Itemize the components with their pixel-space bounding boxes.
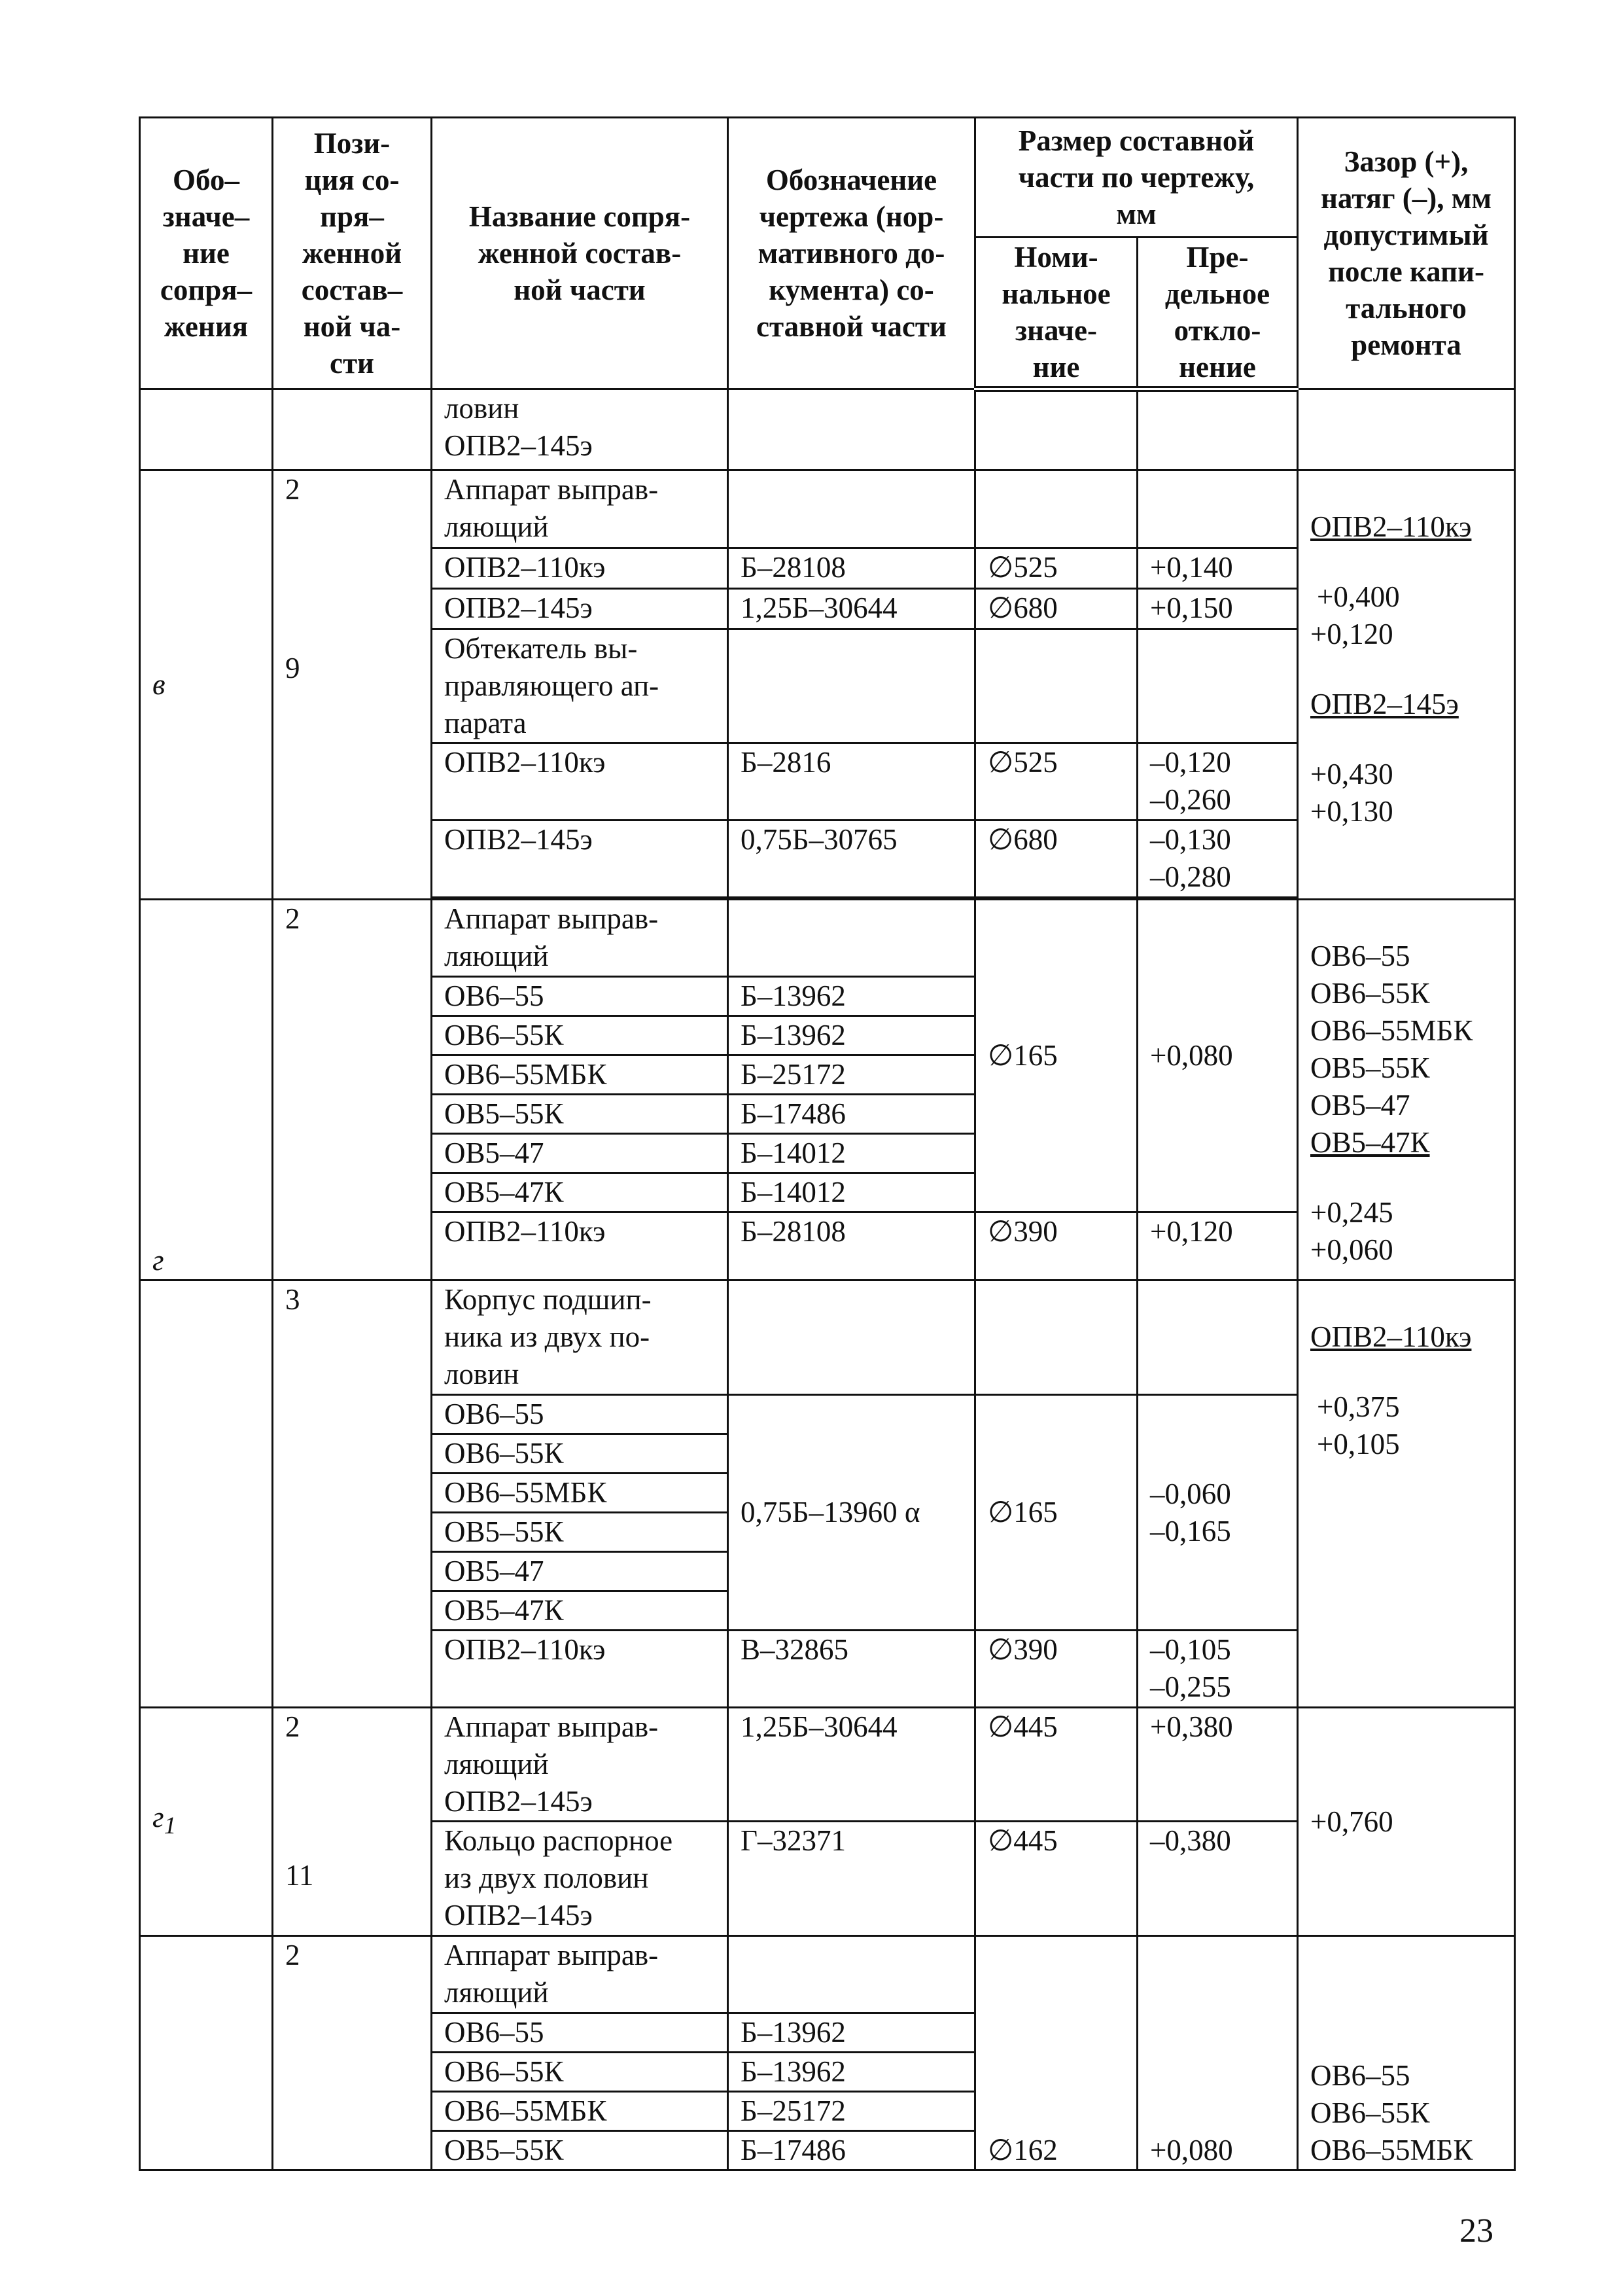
mating-label-g-cell	[140, 900, 273, 1280]
part-name-cell: ОПВ2–145э	[432, 821, 728, 898]
part-name-cell: ОВ5–47	[432, 1134, 728, 1173]
deviation-cell: –0,130 –0,280	[1138, 821, 1298, 898]
doc-cell: Б–17486	[728, 1095, 975, 1134]
part-name-cell: Кольцо распорное из двух половин ОПВ2–145э	[432, 1822, 728, 1936]
clearance-cell: ОПВ2–110кэ +0,375 +0,105	[1298, 1280, 1515, 1708]
doc-cell: Б–17486	[728, 2131, 975, 2170]
part-name-cell: ОВ6–55	[432, 1395, 728, 1434]
doc-cell: 0,75Б–30765	[728, 821, 975, 898]
part-name-cell: ОПВ2–110кэ	[432, 1212, 728, 1280]
part-name-cell: ОПВ2–110кэ	[432, 1631, 728, 1708]
header-position: Пози- ция со- пря– женной состав– ной ча- сти	[273, 118, 432, 389]
deviation-cell: –0,120 –0,260	[1138, 743, 1298, 821]
part-name-cell: ОВ5–47	[432, 1552, 728, 1591]
part-name-cell: Аппарат выправ- ляющий	[432, 470, 728, 548]
nominal-cell: ∅165	[975, 1395, 1138, 1631]
part-name-cell: ОВ6–55К	[432, 2053, 728, 2092]
doc-cell: Б–28108	[728, 1212, 975, 1280]
part-name-cell: Аппарат выправ- ляющий ОПВ2–145э	[432, 1708, 728, 1822]
position-cell: 2	[273, 1936, 432, 2170]
part-name-cell: ОВ5–55К	[432, 1095, 728, 1134]
deviation-cell: +0,080	[1138, 1936, 1298, 2170]
mating-label-g: г	[152, 1244, 164, 1277]
header-drawing-size: Размер составной части по чертежу, мм	[975, 118, 1298, 238]
part-name-cell: Аппарат выправ- ляющий	[432, 900, 728, 977]
position-cell: 2 11	[273, 1708, 432, 1936]
part-name-cell: Корпус подшип- ника из двух по- ловин	[432, 1280, 728, 1395]
part-name-cell: ОВ5–55К	[432, 1513, 728, 1552]
nominal-cell: ∅445	[975, 1708, 1138, 1822]
part-name-cell: ОВ5–47К	[432, 1173, 728, 1212]
part-name-cell: ОВ5–55К	[432, 2131, 728, 2170]
deviation-cell: –0,105 –0,255	[1138, 1631, 1298, 1708]
doc-cell: 0,75Б–13960 α	[728, 1395, 975, 1631]
header-drawing-designation: Обозначение чертежа (нор- мативного до- кумента) со- ставной части	[728, 118, 975, 389]
deviation-cell: +0,150	[1138, 589, 1298, 629]
nominal-cell: ∅165	[975, 900, 1138, 1212]
position-cell: 2 9	[273, 470, 432, 900]
deviation-cell: –0,060 –0,165	[1138, 1395, 1298, 1631]
part-name-cell: ОВ6–55МБК	[432, 2092, 728, 2131]
nominal-cell: ∅390	[975, 1631, 1138, 1708]
table-row	[140, 1708, 1515, 1822]
part-name-cell: ОВ6–55МБК	[432, 1055, 728, 1095]
deviation-cell: –0,380	[1138, 1822, 1298, 1936]
part-name-cell: ОВ6–55	[432, 977, 728, 1016]
doc-cell: Б–13962	[728, 2053, 975, 2092]
part-name-cell: Аппарат выправ- ляющий	[432, 1936, 728, 2013]
doc-cell: Б–25172	[728, 1055, 975, 1095]
doc-cell: Б–28108	[728, 548, 975, 589]
doc-cell: Б–13962	[728, 977, 975, 1016]
doc-cell: 1,25Б–30644	[728, 589, 975, 629]
nominal-cell: ∅162	[975, 1936, 1138, 2170]
part-name-cell: ОВ5–47К	[432, 1591, 728, 1631]
deviation-cell: +0,080	[1138, 900, 1298, 1212]
deviation-cell: +0,140	[1138, 548, 1298, 589]
header-clearance: Зазор (+), натяг (–), мм допустимый после капи- тального ремонта	[1298, 118, 1515, 389]
nominal-cell: ∅525	[975, 743, 1138, 821]
header-deviation: Пре- дельное откло- нение	[1138, 238, 1298, 389]
part-name-cell: ОВ6–55	[432, 2013, 728, 2053]
part-name-cell: ОВ6–55К	[432, 1016, 728, 1055]
deviation-cell: +0,120	[1138, 1212, 1298, 1280]
part-name-cell: Обтекатель вы- правляющего ап- парата	[432, 629, 728, 743]
table-row	[140, 389, 1515, 470]
doc-cell: Б–14012	[728, 1134, 975, 1173]
table-row	[140, 470, 1515, 548]
part-name-cell: ОПВ2–110кэ	[432, 743, 728, 821]
nominal-cell: ∅445	[975, 1822, 1138, 1936]
header-nominal: Номи- нальное значе- ние	[975, 238, 1138, 389]
clearance-cell: ОВ6–55 ОВ6–55К ОВ6–55МБК	[1298, 1936, 1515, 2170]
doc-cell: Б–14012	[728, 1173, 975, 1212]
deviation-cell: +0,380	[1138, 1708, 1298, 1822]
clearance-cell: ОВ6–55 ОВ6–55К ОВ6–55МБК ОВ5–55К ОВ5–47 ОВ5–47К +0,245 +0,060	[1298, 900, 1515, 1280]
nominal-cell: ∅525	[975, 548, 1138, 589]
mating-label-g1: $г_1$	[140, 1708, 273, 1936]
nominal-cell: ∅390	[975, 1212, 1138, 1280]
nominal-cell: ∅680	[975, 589, 1138, 629]
doc-cell: Б–13962	[728, 2013, 975, 2053]
part-name-cell: ловин ОПВ2–145э	[432, 389, 728, 470]
header-part-name: Название сопря- женной состав- ной части	[432, 118, 728, 389]
table-row	[140, 1280, 1515, 1395]
table-row	[140, 900, 1515, 977]
page-number: 23	[1459, 2212, 1493, 2250]
mating-label-v: в	[140, 470, 273, 900]
doc-cell: Г–32371	[728, 1822, 975, 1936]
doc-cell: Б–13962	[728, 1016, 975, 1055]
clearance-cell: ОПВ2–110кэ +0,400 +0,120 ОПВ2–145э +0,430 +0,130	[1298, 470, 1515, 900]
doc-cell: Б–25172	[728, 2092, 975, 2131]
part-name-cell: ОПВ2–145э	[432, 589, 728, 629]
doc-cell: В–32865	[728, 1631, 975, 1708]
doc-cell: Б–2816	[728, 743, 975, 821]
part-name-cell: ОВ6–55МБК	[432, 1474, 728, 1513]
header-mating-designation: Обо– значе– ние сопря– жения	[140, 118, 273, 389]
nominal-cell: ∅680	[975, 821, 1138, 898]
mating-parts-table	[139, 116, 1516, 2171]
part-name-cell: ОПВ2–110кэ	[432, 548, 728, 589]
clearance-cell: +0,760	[1298, 1708, 1515, 1936]
position-cell: 3	[273, 1280, 432, 1708]
position-cell: 2	[273, 900, 432, 1280]
doc-cell: 1,25Б–30644	[728, 1708, 975, 1822]
table-row	[140, 1936, 1515, 2013]
part-name-cell: ОВ6–55К	[432, 1434, 728, 1474]
